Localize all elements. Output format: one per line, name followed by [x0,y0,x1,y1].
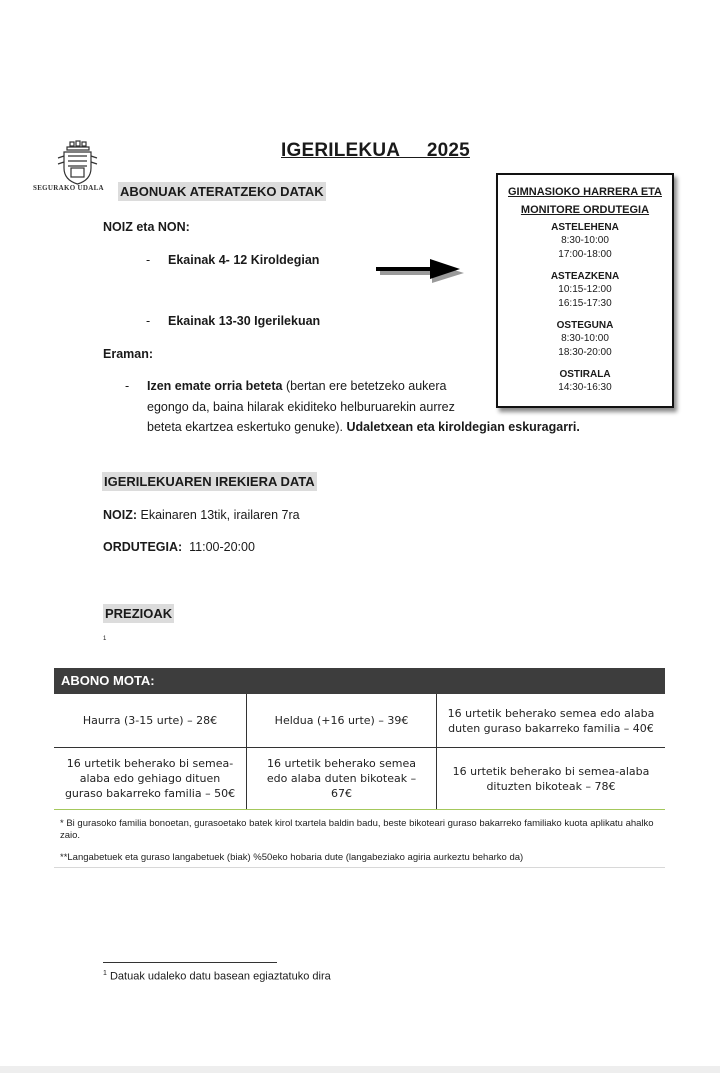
eraman-text-line-1 [147,379,446,393]
list-item-text: Ekainak 13-30 Igerilekuan [168,314,321,328]
schedule-slot: 8:30-10:00 [561,333,609,344]
eraman-text: beteta ekartzea eskertuko genuke). [147,420,347,434]
schedule-slot: 8:30-10:00 [561,235,609,246]
opening-hours [103,540,255,554]
eraman-label: Eraman: [103,347,154,361]
arrow-right-icon [374,256,466,289]
schedule-slot: 14:30-16:30 [558,382,612,393]
table-row [54,748,665,810]
schedule-day: ASTELEHENA [551,222,619,233]
opening-dates [103,508,300,522]
schedule-slot: 17:00-18:00 [558,249,612,260]
logo-caption: SEGURAKO UDALA [33,184,104,192]
list-item: - [146,314,151,328]
schedule-title-line: MONITORE ORDUTEGIA [520,204,650,216]
footnote-text: Datuak udaleko datu basean egiaztatuko dira [106,970,331,983]
page-title: IGERILEKUA 2025 [281,140,470,161]
availability-note: Udaletxean eta kiroldegian eskuragarri. [346,420,580,434]
footnote-divider [103,962,277,963]
eraman-text: (bertan ere betetzeko aukera [282,379,447,393]
table-cell: 16 urtetik beherako semea edo alaba duten bikoteak – 67€ [247,748,437,809]
footnote-marker: 1 [103,970,107,977]
schedule-title [498,183,672,219]
table-cell: Heldua (+16 urte) – 39€ [247,694,437,747]
table-cell: 16 urtetik beherako bi semea-alaba edo gehiago dituen guraso bakarreko familia – 50€ [54,748,247,809]
table-note-2: **Langabetuek eta guraso langabetuek (biak) %50eko hobaria dute (langabeziako agiria aurkeztu beharko da) [54,848,665,868]
list-item-text: Ekainak 4- 12 Kiroldegian [168,253,320,267]
table-cell: 16 urtetik beherako semea edo alaba duten guraso bakarreko familia – 40€ [447,706,655,735]
schedule-slot: 10:15-12:00 [558,284,612,295]
schedule-day: ASTEAZKENA [550,271,620,282]
schedule-title-line: GIMNASIOKO HARRERA ETA [508,186,662,198]
table-cell: 16 urtetik beherako bi semea-alaba dituzten bikoteak – 78€ [452,764,650,793]
section-heading-prezioak: PREZIOAK [105,606,173,621]
footnote [103,970,331,983]
noiz-value: Ekainaren 13tik, irailaren 7ra [137,508,300,522]
table-cell: Haurra (3-15 urte) – 28€ [54,694,247,747]
table-note-1: * Bi gurasoko familia bonoetan, gurasoetako batek kirol txartela baldin badu, beste bikoteari guraso bakarreko familiako kuota aplikatu ahalko zaio. [60,818,654,841]
page-bottom-edge [0,1066,720,1073]
footnote-marker: 1 [103,636,107,642]
noiz-label: NOIZ: [103,508,138,522]
table-row [54,694,665,748]
section-heading-irekiera: IGERILEKUAREN IREKIERA DATA [104,474,315,489]
schedule-slot: 16:15-17:30 [558,298,612,309]
list-item: - [125,379,130,393]
ordutegia-value: 11:00-20:00 [182,540,255,554]
schedule-slot: 18:30-20:00 [558,347,612,358]
list-item: - [146,253,151,267]
section-heading-abonuak: ABONUAK ATERATZEKO DATAK [120,184,324,199]
eraman-bold: Izen emate orria beteta [147,379,283,393]
price-table [54,668,665,868]
eraman-text-line-3 [147,420,580,434]
table-header: ABONO MOTA: [54,668,665,694]
ordutegia-label: ORDUTEGIA: [103,540,183,554]
schedule-day: OSTEGUNA [556,320,614,331]
schedule-day: OSTIRALA [559,369,611,380]
gym-schedule-box [496,173,674,408]
eraman-text-line-2: egongo da, baina hilarak ekiditeko helburuarekin aurrez [147,400,455,414]
noiz-non-label: NOIZ eta NON: [103,220,190,234]
